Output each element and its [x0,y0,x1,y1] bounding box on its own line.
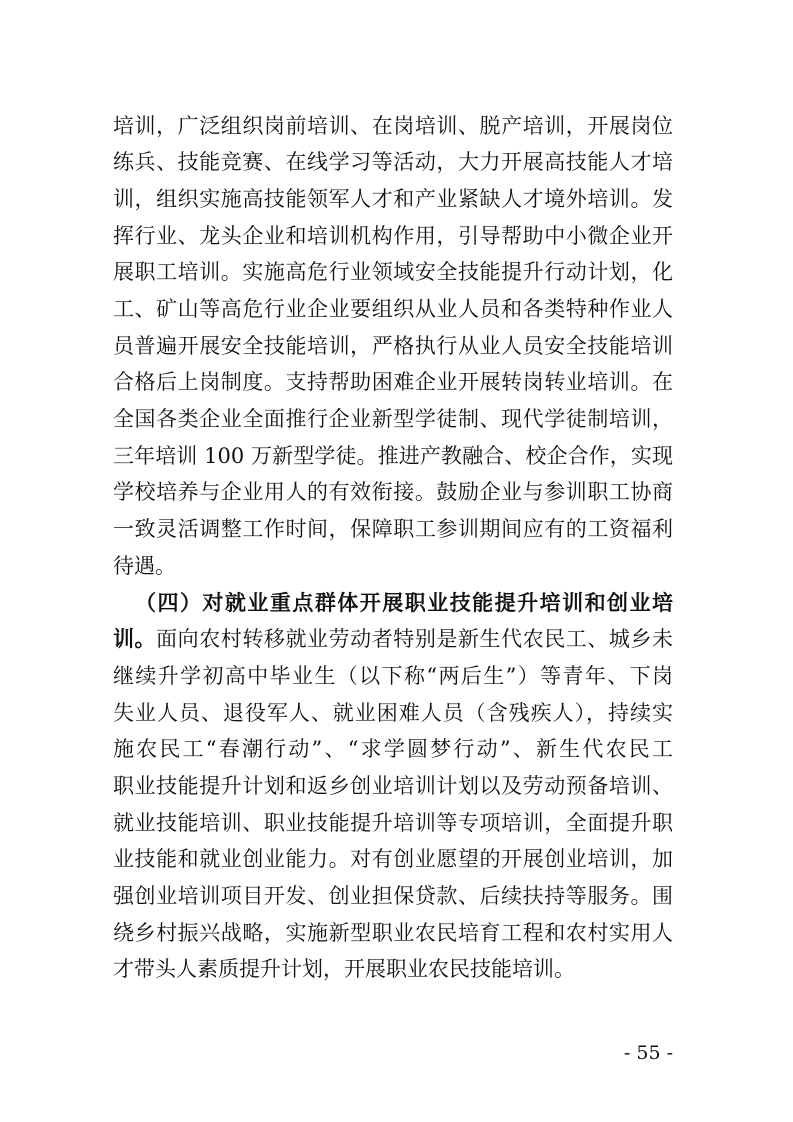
body-line: 员普遍开展安全技能培训，严格执行从业人员安全技能培训 [113,333,673,358]
body-line: 继续升学初高中毕业生（以下称“两后生”）等青年、下岗 [113,663,673,688]
body-line: 就业技能培训、职业技能提升培训等专项培训，全面提升职 [113,810,673,835]
paragraph-1 [113,108,673,585]
section-heading: （四）对就业重点群体开展职业技能提升培训和创业培 [135,589,673,615]
body-line: 三年培训 100 万新型学徒。推进产教融合、校企合作，实现 [113,443,673,468]
page-number: - 55 - [623,1042,673,1064]
body-line: 展职工培训。实施高危行业领域安全技能提升行动计划，化 [113,260,673,285]
paragraph-2 [113,585,673,989]
body-line: 合格后上岗制度。支持帮助困难企业开展转岗转业培训。在 [113,370,673,395]
body-line: 培训，广泛组织岗前培训、在岗培训、脱产培训，开展岗位 [113,113,673,138]
body-line: 工、矿山等高危行业企业要组织从业人员和各类特种作业人 [113,297,673,322]
body-line: 业技能和就业创业能力。对有创业愿望的开展创业培训，加 [113,847,673,872]
body-line: 才带头人素质提升计划，开展职业农民技能培训。 [113,957,575,982]
body-line: 学校培养与企业用人的有效衔接。鼓励企业与参训职工协商 [113,480,673,505]
body-line: 练兵、技能竞赛、在线学习等活动，大力开展高技能人才培 [113,150,673,175]
body-line: 职业技能提升计划和返乡创业培训计划以及劳动预备培训、 [113,773,673,798]
body-line: 挥行业、龙头企业和培训机构作用，引导帮助中小微企业开 [113,223,673,248]
body-line: 训，组织实施高技能领军人才和产业紧缺人才境外培训。发 [113,186,673,211]
section-heading-end: 训。 [113,626,157,652]
body-line: 全国各类企业全面推行企业新型学徒制、现代学徒制培训， [113,407,673,432]
body-line-text: 面向农村转移就业劳动者特别是新生代农民工、城乡未 [156,627,673,652]
body-line: 待遇。 [113,553,176,578]
body-line: 强创业培训项目开发、创业担保贷款、后续扶持等服务。围 [113,884,673,909]
body-line [113,621,673,658]
body-line: 一致灵活调整工作时间，保障职工参训期间应有的工资福利 [113,517,673,542]
body-line: 绕乡村振兴战略，实施新型职业农民培育工程和农村实用人 [113,920,673,945]
body-line: 失业人员、退役军人、就业困难人员（含残疾人），持续实 [113,700,673,725]
body-text [113,108,673,989]
body-line: 施农民工“春潮行动”、“求学圆梦行动”、新生代农民工 [113,737,673,762]
